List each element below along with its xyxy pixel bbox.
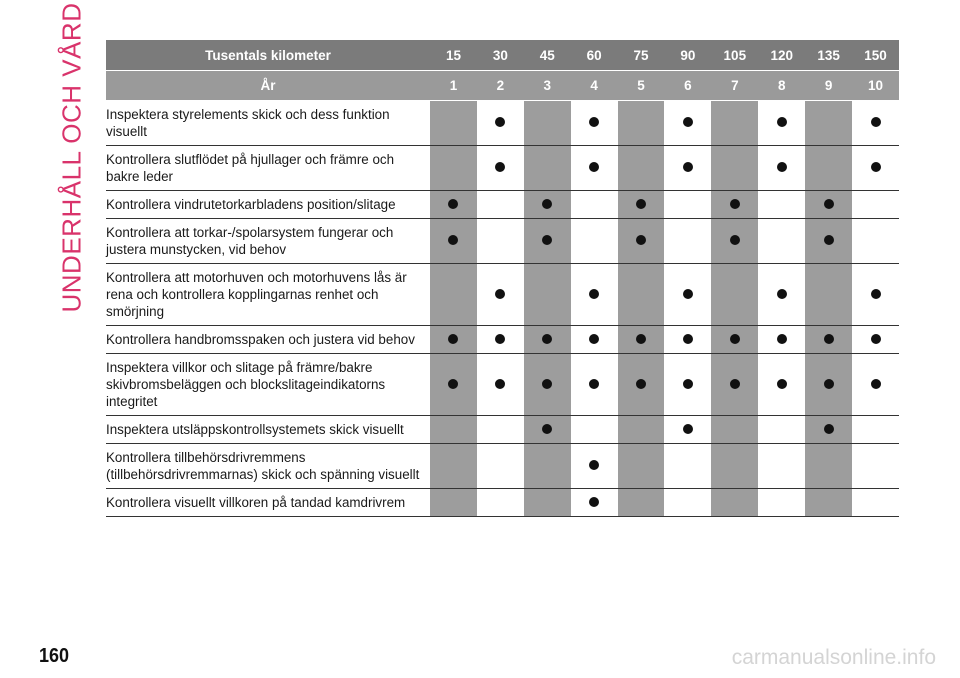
- interval-cell: [852, 354, 899, 416]
- table-row: [106, 191, 899, 219]
- service-dot-icon: [683, 289, 693, 299]
- interval-cell: [477, 101, 524, 146]
- interval-cell: [758, 191, 805, 219]
- task-label: Kontrollera handbromsspaken och justera vid behov: [106, 326, 430, 354]
- interval-cell: [852, 326, 899, 354]
- interval-cell: [524, 354, 571, 416]
- interval-cell: [664, 191, 711, 219]
- interval-cell: [430, 101, 477, 146]
- section-title-text: UNDERHÅLL OCH VÅRD: [56, 2, 87, 312]
- interval-cell: [852, 264, 899, 326]
- interval-cell: [571, 416, 618, 444]
- service-dot-icon: [589, 497, 599, 507]
- interval-cell: [524, 191, 571, 219]
- service-dot-icon: [636, 235, 646, 245]
- service-dot-icon: [777, 162, 787, 172]
- interval-cell: [664, 326, 711, 354]
- interval-cell: [758, 146, 805, 191]
- interval-cell: [664, 416, 711, 444]
- interval-cell: [477, 354, 524, 416]
- table-row: [106, 444, 899, 489]
- interval-cell: [430, 219, 477, 264]
- header-km-45: 45: [524, 40, 571, 71]
- interval-cell: [758, 219, 805, 264]
- interval-cell: [477, 264, 524, 326]
- interval-cell: [852, 101, 899, 146]
- header-km-135: 135: [805, 40, 852, 71]
- task-label: Kontrollera visuellt villkoren på tandad kamdrivrem: [106, 489, 430, 517]
- header-km-150: 150: [852, 40, 899, 71]
- service-dot-icon: [495, 162, 505, 172]
- interval-cell: [477, 219, 524, 264]
- task-label: Inspektera utsläppskontrollsystemets skick visuellt: [106, 416, 430, 444]
- interval-cell: [477, 489, 524, 517]
- interval-cell: [664, 146, 711, 191]
- interval-cell: [852, 444, 899, 489]
- interval-cell: [477, 326, 524, 354]
- interval-cell: [477, 416, 524, 444]
- interval-cell: [805, 264, 852, 326]
- service-dot-icon: [448, 199, 458, 209]
- interval-cell: [477, 444, 524, 489]
- interval-cell: [618, 444, 665, 489]
- interval-cell: [430, 191, 477, 219]
- interval-cell: [805, 219, 852, 264]
- table-row: [106, 416, 899, 444]
- service-dot-icon: [824, 379, 834, 389]
- header-year-6: 6: [664, 71, 711, 101]
- interval-cell: [430, 489, 477, 517]
- service-dot-icon: [777, 379, 787, 389]
- service-dot-icon: [448, 235, 458, 245]
- service-dot-icon: [683, 117, 693, 127]
- service-dot-icon: [589, 460, 599, 470]
- interval-cell: [805, 101, 852, 146]
- interval-cell: [664, 219, 711, 264]
- header-km-30: 30: [477, 40, 524, 71]
- section-title: [54, 2, 90, 312]
- service-dot-icon: [495, 117, 505, 127]
- interval-cell: [618, 264, 665, 326]
- service-dot-icon: [589, 289, 599, 299]
- task-label: Kontrollera slutflödet på hjullager och främre och bakre leder: [106, 146, 430, 191]
- interval-cell: [852, 489, 899, 517]
- service-dot-icon: [495, 334, 505, 344]
- interval-cell: [664, 264, 711, 326]
- interval-cell: [571, 146, 618, 191]
- interval-cell: [618, 489, 665, 517]
- interval-cell: [430, 354, 477, 416]
- interval-cell: [430, 264, 477, 326]
- service-dot-icon: [495, 289, 505, 299]
- interval-cell: [618, 219, 665, 264]
- interval-cell: [805, 489, 852, 517]
- interval-cell: [571, 191, 618, 219]
- service-dot-icon: [589, 117, 599, 127]
- service-dot-icon: [589, 379, 599, 389]
- interval-cell: [805, 444, 852, 489]
- service-dot-icon: [824, 334, 834, 344]
- service-dot-icon: [542, 424, 552, 434]
- service-dot-icon: [636, 334, 646, 344]
- interval-cell: [805, 146, 852, 191]
- interval-cell: [805, 326, 852, 354]
- interval-cell: [618, 146, 665, 191]
- header-year-10: 10: [852, 71, 899, 101]
- interval-cell: [711, 444, 758, 489]
- interval-cell: [852, 146, 899, 191]
- service-dot-icon: [871, 289, 881, 299]
- interval-cell: [711, 489, 758, 517]
- interval-cell: [524, 489, 571, 517]
- header-year-2: 2: [477, 71, 524, 101]
- service-dot-icon: [871, 117, 881, 127]
- service-dot-icon: [730, 199, 740, 209]
- header-year-3: 3: [524, 71, 571, 101]
- interval-cell: [852, 219, 899, 264]
- interval-cell: [758, 354, 805, 416]
- interval-cell: [524, 146, 571, 191]
- maintenance-schedule-table: [106, 40, 899, 517]
- interval-cell: [852, 416, 899, 444]
- table-row: [106, 146, 899, 191]
- service-dot-icon: [683, 334, 693, 344]
- header-year-4: 4: [571, 71, 618, 101]
- service-dot-icon: [730, 235, 740, 245]
- header-km-120: 120: [758, 40, 805, 71]
- interval-cell: [758, 416, 805, 444]
- service-dot-icon: [448, 379, 458, 389]
- service-dot-icon: [542, 235, 552, 245]
- header-km-label: Tusentals kilometer: [106, 40, 430, 71]
- header-km-90: 90: [664, 40, 711, 71]
- interval-cell: [805, 191, 852, 219]
- table-row: [106, 101, 899, 146]
- task-label: Kontrollera vindrutetorkarbladens position/slitage: [106, 191, 430, 219]
- interval-cell: [524, 219, 571, 264]
- header-km-row: [106, 40, 899, 71]
- interval-cell: [430, 146, 477, 191]
- interval-cell: [430, 444, 477, 489]
- task-label: Inspektera villkor och slitage på främre/bakre skivbromsbeläggen och blockslitageindikatorns integritet: [106, 354, 430, 416]
- service-dot-icon: [871, 162, 881, 172]
- interval-cell: [711, 264, 758, 326]
- interval-cell: [711, 219, 758, 264]
- task-label: Kontrollera tillbehörsdrivremmens (tillbehörsdrivremmarnas) skick och spänning visuellt: [106, 444, 430, 489]
- service-dot-icon: [636, 199, 646, 209]
- service-dot-icon: [871, 334, 881, 344]
- service-dot-icon: [636, 379, 646, 389]
- interval-cell: [664, 444, 711, 489]
- service-dot-icon: [683, 162, 693, 172]
- service-dot-icon: [542, 334, 552, 344]
- watermark: carmanualsonline.info: [731, 646, 936, 669]
- interval-cell: [571, 489, 618, 517]
- task-label: Kontrollera att torkar-/spolarsystem fungerar och justera munstycken, vid behov: [106, 219, 430, 264]
- service-dot-icon: [589, 162, 599, 172]
- interval-cell: [524, 444, 571, 489]
- service-dot-icon: [730, 379, 740, 389]
- interval-cell: [664, 489, 711, 517]
- header-year-7: 7: [711, 71, 758, 101]
- interval-cell: [571, 326, 618, 354]
- page-number: 160: [39, 645, 70, 667]
- interval-cell: [477, 191, 524, 219]
- service-dot-icon: [824, 199, 834, 209]
- interval-cell: [571, 101, 618, 146]
- service-dot-icon: [777, 289, 787, 299]
- interval-cell: [758, 444, 805, 489]
- interval-cell: [571, 219, 618, 264]
- interval-cell: [524, 264, 571, 326]
- service-dot-icon: [871, 379, 881, 389]
- interval-cell: [571, 354, 618, 416]
- header-year-8: 8: [758, 71, 805, 101]
- header-km-75: 75: [618, 40, 665, 71]
- interval-cell: [852, 191, 899, 219]
- interval-cell: [711, 191, 758, 219]
- schedule-body: [106, 101, 899, 517]
- service-dot-icon: [824, 424, 834, 434]
- task-label: Inspektera styrelements skick och dess funktion visuellt: [106, 101, 430, 146]
- interval-cell: [758, 101, 805, 146]
- service-dot-icon: [824, 235, 834, 245]
- interval-cell: [524, 416, 571, 444]
- service-dot-icon: [495, 379, 505, 389]
- service-dot-icon: [542, 379, 552, 389]
- service-dot-icon: [683, 424, 693, 434]
- interval-cell: [430, 326, 477, 354]
- interval-cell: [618, 191, 665, 219]
- interval-cell: [711, 101, 758, 146]
- table-row: [106, 354, 899, 416]
- table-row: [106, 219, 899, 264]
- interval-cell: [805, 416, 852, 444]
- header-km-15: 15: [430, 40, 477, 71]
- table-row: [106, 264, 899, 326]
- interval-cell: [618, 326, 665, 354]
- interval-cell: [664, 354, 711, 416]
- interval-cell: [664, 101, 711, 146]
- header-year-1: 1: [430, 71, 477, 101]
- table-row: [106, 326, 899, 354]
- interval-cell: [711, 146, 758, 191]
- service-dot-icon: [777, 117, 787, 127]
- interval-cell: [711, 354, 758, 416]
- service-dot-icon: [730, 334, 740, 344]
- interval-cell: [618, 101, 665, 146]
- interval-cell: [524, 101, 571, 146]
- interval-cell: [711, 416, 758, 444]
- interval-cell: [758, 489, 805, 517]
- task-label: Kontrollera att motorhuven och motorhuvens lås är rena och kontrollera kopplingarnas renhet och smörjning: [106, 264, 430, 326]
- service-dot-icon: [448, 334, 458, 344]
- interval-cell: [524, 326, 571, 354]
- interval-cell: [618, 416, 665, 444]
- interval-cell: [430, 416, 477, 444]
- header-km-105: 105: [711, 40, 758, 71]
- service-dot-icon: [589, 334, 599, 344]
- header-km-60: 60: [571, 40, 618, 71]
- interval-cell: [758, 264, 805, 326]
- interval-cell: [711, 326, 758, 354]
- header-year-9: 9: [805, 71, 852, 101]
- service-dot-icon: [683, 379, 693, 389]
- interval-cell: [571, 444, 618, 489]
- header-year-row: [106, 71, 899, 101]
- interval-cell: [805, 354, 852, 416]
- header-year-label: År: [106, 71, 430, 101]
- header-year-5: 5: [618, 71, 665, 101]
- interval-cell: [758, 326, 805, 354]
- interval-cell: [571, 264, 618, 326]
- service-dot-icon: [542, 199, 552, 209]
- service-dot-icon: [777, 334, 787, 344]
- interval-cell: [618, 354, 665, 416]
- interval-cell: [477, 146, 524, 191]
- table-row: [106, 489, 899, 517]
